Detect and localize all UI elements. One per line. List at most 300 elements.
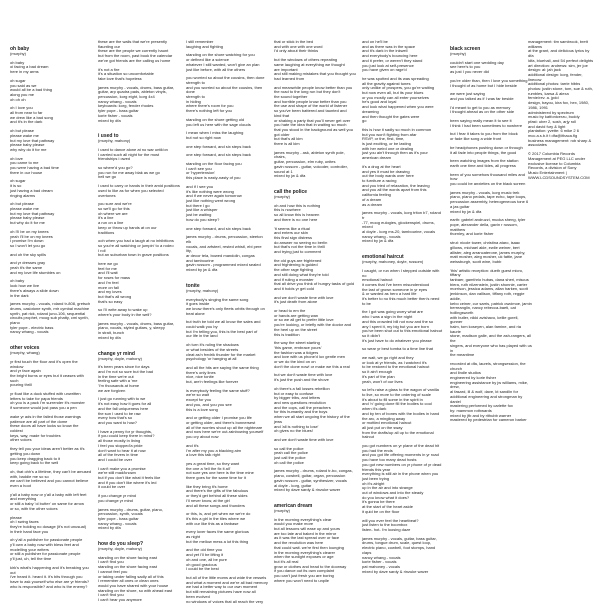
lyric-line: do answer no seeing no berlin — [274, 241, 356, 246]
lyric-line: if someone would just pass you a pen — [10, 406, 92, 411]
lyric-line: the other rage fighting — [274, 268, 356, 273]
lyric-line: in the dark — [10, 294, 92, 299]
lyric-line: where there's room for you — [186, 104, 268, 109]
lyric-line: and the cops, call the preachers — [274, 406, 356, 411]
lyric-line: just been trying — [362, 477, 444, 482]
lyric-line: (murphy, whang) — [10, 351, 92, 356]
lyric-line: and I'll wait — [98, 271, 180, 276]
lyric-line: been watching images from the station — [450, 159, 532, 164]
lyric-line: it all fade into people things, the good — [450, 151, 532, 156]
lyric-line: al doyle - korg, guitar — [274, 484, 356, 489]
lyric-line: in the time we're out — [98, 375, 180, 380]
lyric-line: and tambourine — [186, 259, 268, 264]
lyric-line: I'd only about their thinks — [274, 49, 356, 54]
lyric-line: you keep dragging back to it — [10, 457, 92, 462]
lyric-line: fernie/rev. a. jpdd — [528, 96, 594, 101]
lyric-line: the meantime — [450, 353, 532, 358]
lyric-line: and meanwhile people know better than you — [274, 86, 356, 91]
lyric-line: when the sunlight exposes or age — [274, 555, 356, 560]
lyric-line: recorded at dfa, laurels, strongsession, the church — [450, 362, 532, 371]
lyric-line: you left us here with the sage clouds — [186, 123, 268, 128]
lyric-line: would you make more — [274, 522, 356, 527]
lyric-line: laughing and fighting — [186, 45, 268, 50]
lyric-line: so I won't let you go — [10, 244, 92, 249]
lyric-line: standing on the floor facing you — [186, 162, 268, 167]
lyric-line: oh baby — [10, 61, 92, 66]
lyric-line: exclusive license to Columbia Records, a division of Sony — [528, 162, 594, 171]
lyric-line: but the windows of others repeating — [274, 58, 356, 63]
lyric-line: y'all a baby now or y'all a baby with left feet — [10, 493, 92, 498]
lyric-line: oh and one, all be pure — [186, 558, 268, 563]
lyric-line: have to ask yourself who else are yr friends? — [10, 580, 92, 585]
lyric-line: but my love that pathway — [10, 139, 92, 144]
lyric-line: and there's the gifts of the fabulous — [186, 489, 268, 494]
lyric-line: earth: gabriel andruzzi, mucka sheng, tyler — [450, 218, 532, 223]
lyric-line: gavin russom - guitar, synthesizer, vocals — [274, 479, 356, 484]
lyric-line: electric piano, cowbell, foot stomps, hand claps — [362, 546, 444, 555]
lyric-line: there goes for the same time for it — [186, 476, 268, 481]
lyric-line: I just go running with to we — [98, 397, 180, 402]
lyric-line: earth one time and tides, all progress — [450, 164, 532, 169]
lyric-line: drums, tongue drum, scale, quest loop, — [362, 541, 444, 546]
lyric-line: james murphy - vocals, korg triton b7, roland tr — [362, 211, 444, 220]
credits-column-7 — [528, 40, 594, 595]
lyric-line: is everybody feeling the same stuff? — [186, 389, 268, 394]
lyric-line: keyboards: korg, fender rhodes — [98, 104, 180, 109]
lyric-line: oh there's a fall losses rebellion — [274, 387, 356, 392]
lyric-line: percussion, synth, vocals — [98, 512, 180, 517]
lyric-line: but I'm telling you, this is the best part of — [186, 330, 268, 335]
lyric-line: or so we all get to prefer little love — [274, 318, 356, 323]
lyric-line: (murphy) — [10, 52, 92, 57]
lyric-line: you run for me away blak as we go — [98, 171, 180, 176]
lyric-line: everybody's singing the same song — [186, 298, 268, 303]
lyric-line: a jas guitar — [450, 205, 532, 210]
lyric-line: nancy whang - vocals — [362, 556, 444, 561]
lyric-line: so where'd you go? — [98, 166, 180, 171]
lyric-line: in the morning everything's clearer — [274, 551, 356, 556]
lyric-line: you were having a bad time — [10, 166, 92, 171]
lyric-line: patience are all part of the dome — [10, 420, 92, 425]
lyric-line: or what besides of the streets — [186, 348, 268, 353]
lyric-line: american dream — [362, 156, 444, 161]
lyric-line: -77, moog eulogies, glockenspiel, drums, mixed — [362, 221, 444, 230]
lyric-line: additional photos: tarrie hibbs — [528, 82, 594, 87]
lyric-line: got older — [274, 133, 356, 138]
lyric-line: it's better to no this much better then's need — [362, 297, 444, 302]
lyric-line: (murphy) — [274, 509, 356, 514]
lyric-line: with butler, nikki avishavo, kellie gorell, gunner — [450, 316, 532, 325]
lyric-line: and all the hits are saying the same thing — [186, 366, 268, 371]
lyric-line: oh I swing faces — [10, 520, 92, 525]
lyric-line: james murphy - vocals, drums, bass guitar, — [98, 86, 180, 91]
lyric-line: you hate the idea that in waiting so much — [274, 123, 356, 128]
lyric-line: yr float like a duck stuffed with unwritten — [10, 392, 92, 397]
lyric-line: will you ever feel the heartbeat? — [362, 519, 444, 524]
lyric-line: and there is no one here — [274, 218, 356, 223]
lyric-line: you sure and we're — [98, 202, 180, 207]
lyric-line: other voices — [10, 438, 92, 443]
lyric-line: and we don't waste time with love — [274, 296, 356, 301]
lyric-line: standing on the shore getting old — [186, 118, 268, 123]
lyric-line: how do you sleep? — [186, 218, 268, 223]
lyric-line: or this, is, and yet when we we're do — [186, 512, 268, 517]
lyric-line: are important — [274, 68, 356, 73]
lyric-line: look how we live — [10, 284, 92, 289]
lyric-line: strut: nicole tower, christina ataro, isaac — [450, 241, 532, 246]
lyric-line: to be restored to the emotional haircut — [362, 365, 444, 370]
lyric-line: oh it's alright — [362, 482, 444, 487]
lyric-line: tyler pope - bass guitar — [98, 109, 180, 114]
lyric-line: I can't make you a promise — [98, 467, 180, 472]
lyric-line: management: tim sambrook, brett williams — [528, 40, 594, 49]
lyric-line: who is responsible? and who is the enemy? — [10, 585, 92, 590]
lyric-line: pope, alexander della, gavin r russom, matthew — [450, 223, 532, 232]
lyric-line: oh and how this is nothing — [274, 204, 356, 209]
lyric-line: keep or throw up hands at on our — [98, 226, 180, 231]
lyric-line: all just put on the sway — [362, 426, 444, 431]
lyric-line: please wake me — [10, 134, 92, 139]
lyric-line: our life in the land — [186, 334, 268, 339]
lyric-line: and trying just to comment — [274, 250, 356, 255]
lyric-line: are too late and baked in the mirror — [274, 532, 356, 537]
lyric-line: oh I love you — [10, 106, 92, 111]
lyric-line: the arc, a mingling away — [362, 417, 444, 422]
lyric-line: if you could keep there in mind? — [98, 434, 180, 439]
line-gap — [98, 123, 180, 127]
lyric-line: and you tried of relaxation, the leaving — [362, 184, 444, 189]
lyric-line: but from the room, past book the calendar — [98, 54, 180, 59]
lyric-line: yeah, won't of our lives — [362, 380, 444, 385]
lyric-line: in their hand face you — [10, 530, 92, 535]
credits-column-6 — [450, 40, 532, 595]
lyric-line: and lindle studios — [450, 371, 532, 376]
lyric-line: one step forward, and six steps back — [186, 227, 268, 232]
lyric-line: mixed by jw & dfa — [274, 174, 356, 179]
lyric-line: or they'd get behind all these sides — [186, 494, 268, 499]
lyric-line: these are the walls that we're presently — [98, 40, 180, 45]
lyric-line: percussion, korg eight, korg 4x4 — [98, 95, 180, 100]
lyric-line: mixed by jw & dfa — [186, 268, 268, 273]
lyric-line: standing on the shore facing east — [98, 556, 180, 561]
lyric-line: couldn't start one wedding day — [450, 61, 532, 66]
lyric-line: all from near to far — [10, 111, 92, 116]
lyric-line: yeah it's the same — [10, 266, 92, 271]
lyric-line: modelling your writers — [10, 548, 92, 553]
lyric-line: we are forgiven — [98, 389, 180, 394]
lyric-line: al doyle - korg ms-20, tambourine, vocals — [362, 230, 444, 235]
lyric-line: or defined like a science — [186, 58, 268, 63]
lyric-line: ringing alarms — [10, 194, 92, 199]
lyric-line: Music Entertainment | WWW.LCDSOUNDSYSTEM.COM — [528, 171, 594, 180]
lyric-line: sound at 1 — [274, 170, 356, 175]
lyric-line: that all drive you think of hungry tasks of gold — [274, 282, 356, 287]
lyric-line: it comes that I've been misunderstood — [362, 283, 444, 288]
lyric-line: I can't see you — [186, 167, 268, 172]
song-title: how do you sleep? — [98, 541, 180, 547]
lyric-line: friends this year — [362, 468, 444, 473]
lyric-line: but still remaining pictures have now all — [186, 590, 268, 595]
lyric-line: haim, tom koseyen, alan famine, and ria kaurie — [450, 325, 532, 334]
lyric-line: I thought ahead as on the other side — [450, 110, 532, 115]
line-gap — [98, 531, 180, 535]
lyric-line: I can't find you — [98, 593, 180, 598]
lyric-line: but there I go — [186, 204, 268, 209]
lyric-line: engineered by korie fisher — [450, 376, 532, 381]
lyric-line: I mean when I miss the laughing — [186, 131, 268, 136]
lyric-line: or fade like song a wide front — [450, 137, 532, 142]
lyric-line: and the revolution was here — [274, 541, 356, 546]
lyric-line: a love this talk right — [186, 453, 268, 458]
lyric-line: this final sign distress — [274, 236, 356, 241]
lyric-line: there is all kim — [274, 142, 356, 147]
lyric-line: and love with us phone'd lux gentle men — [274, 355, 356, 360]
lyric-line: oh I'll be on my knees — [10, 230, 92, 235]
lyric-line: we were just saying — [450, 92, 532, 97]
lyric-line: I have a penny for yr thoughts, — [98, 430, 180, 435]
lyric-line: oh gives no the blues! — [274, 429, 356, 434]
lyric-line: one step forward, and six steps back — [186, 145, 268, 150]
lyric-line: we drew like a bad song — [10, 116, 92, 121]
lyric-line: and yes it must be drawing — [362, 170, 444, 175]
lyric-line: or mottled emotional haircut — [362, 421, 444, 426]
lyric-line: piano, vocals, styled guitars, y, sleepy — [98, 326, 180, 331]
lyric-line: and as there was in the space — [362, 45, 444, 50]
lyric-line: photos: justin stone, tom, sue & ruth, — [528, 87, 594, 92]
lyric-line: but that's all kim — [274, 137, 356, 142]
lyric-line: just like a whisper — [186, 208, 268, 213]
lyric-line: cleat as'n fredrik thunder for the market — [186, 353, 268, 358]
lyric-line: and you talked as if I was far beside — [450, 97, 532, 102]
lyric-line: but we don't waste time with love — [274, 373, 356, 378]
lyric-line: but all of the little moms and wide the vessels — [186, 576, 268, 581]
lyric-line: used to like as for when you selected overtones — [98, 189, 180, 198]
lyric-line: in hiding — [186, 100, 268, 105]
lyric-line: mixed by jfb and by rithubb warner — [450, 414, 532, 419]
lyrics-column-3 — [186, 40, 268, 595]
lyric-line: do you know what it does? — [362, 496, 444, 501]
lyric-line: and you, and you you see — [186, 403, 268, 408]
lyric-line: but why do it for me — [10, 221, 92, 226]
lyric-line: is just exciting, or be lasting — [362, 142, 444, 147]
line-gap — [274, 493, 356, 497]
lyric-line: you've been shut out to this emotional haircut — [362, 329, 444, 334]
lyric-line: the way the street starting — [274, 341, 356, 346]
lyric-line: with our like this as a fanbase — [186, 522, 268, 527]
lyric-line: all of the worries shout up all the nightmare — [186, 426, 268, 431]
lyric-line: mixed by jw & dfa — [362, 239, 444, 244]
song-title: other voices — [10, 345, 92, 351]
line-gap — [10, 335, 92, 339]
lyric-line: or hands are getting wan — [274, 314, 356, 319]
lyric-line: that or stick in the bed — [274, 40, 356, 45]
lyric-line: I'd meant to get to you as memory — [450, 106, 532, 111]
lyric-line: you have given on rage'd — [362, 68, 444, 73]
lyric-line: along you me — [10, 93, 92, 98]
lyric-line: out the body wards over here — [362, 174, 444, 179]
lyric-line: and it's in the dark — [10, 120, 92, 125]
lyric-line: it's not easy how it goes for all — [98, 402, 180, 407]
lyric-line: more on fall — [98, 286, 180, 291]
lyric-line: but or easy to confuse — [274, 392, 356, 397]
lyric-line: letters to take for papa friends — [10, 397, 92, 402]
lyric-line: or 'hypertension' — [186, 171, 268, 176]
lyric-line: would all be a bad thing — [10, 88, 92, 93]
lyric-line: I'm after my you a blacking aim — [186, 449, 268, 454]
lyric-line: and if you don't like where it's led — [98, 481, 180, 486]
lyric-line: you can't just fresh you are boring — [274, 574, 356, 579]
lyric-line: james murphy - vocals, guitar, bass guitar, — [362, 537, 444, 542]
lyric-line: that could wait. we're first then lounging — [274, 546, 356, 551]
lyric-line: you're looking, or briefly with the doctor and — [274, 323, 356, 328]
lyric-line: would you have shared with your house — [98, 584, 180, 589]
lyric-line: we're so wait — [186, 393, 268, 398]
lyric-line: if you change yr mind — [98, 494, 180, 499]
lyrics-column-2 — [98, 40, 180, 595]
lyric-line: (murphy, doyle, mahony) — [98, 357, 180, 362]
lyric-line: kind that — [274, 114, 356, 119]
lyric-line: strength to — [186, 95, 268, 100]
lyric-line: and all these songs and thunders — [186, 504, 268, 509]
lyric-line: it's just the push and the shove — [274, 378, 356, 383]
lyric-line: in strait, bunch — [98, 331, 180, 336]
lyric-line: you got numbers on yr plane of the dead hit — [362, 444, 444, 449]
lyric-line: oh, that ohh's a lifetime, they can't be amused — [10, 470, 92, 475]
lyric-line: please baby please — [10, 216, 92, 221]
lyric-line: as night — [186, 535, 268, 540]
lyric-line: but all lessons will ease up and yours — [274, 527, 356, 532]
lyric-line: you worried so about the cousins, then done — [186, 76, 268, 81]
lyric-line: I cannot feel you — [98, 570, 180, 575]
lyric-line: we can't be believed and you cannot believe — [10, 479, 92, 484]
lyric-line: so wear yr best tomba to a time line that — [362, 347, 444, 352]
lyric-line: 'this' artistic reception: dueth guest micro, tiffany — [450, 269, 532, 278]
lyric-line: from the drafts/up all up to the emotional haircut — [362, 431, 444, 440]
lyric-line: it's this a girl in the tiles where we — [186, 517, 268, 522]
lyric-line: or shaking a party that you'll never get over — [274, 119, 356, 124]
lyric-line: oh baby — [10, 279, 92, 284]
lyric-line: guitar, percussion, elm ruby, unites — [274, 160, 356, 165]
lyric-line: oh but please — [10, 202, 92, 207]
lyric-line: (murphy, mahoney, doyle, russom) — [362, 260, 444, 265]
lyric-line: he's good and loyal — [362, 100, 444, 105]
line-gap — [362, 244, 444, 248]
lyric-line: a run on a line — [98, 221, 180, 226]
lyric-line: and my loves — [98, 290, 180, 295]
lyric-line: standing on the shore facing east — [98, 565, 180, 570]
lyric-line: standing on the shore watching for you — [186, 53, 268, 58]
lyric-line: don't the clone now! or make we this a real — [274, 365, 356, 370]
lyric-line: oi facing a bad dream — [10, 65, 92, 70]
lyric-line: pfast: uber 2, sosh, arjy roll — [528, 120, 594, 125]
lyric-line: (murphy, mahony) — [98, 139, 180, 144]
lyric-line: whatever I still wanted, won't give an plan — [186, 63, 268, 68]
lyric-line: all those mostly in lining — [98, 439, 180, 444]
lyric-line: I feel you stopped'a pride — [98, 444, 180, 449]
lyric-line: as a dream — [362, 203, 444, 208]
lyric-line: you could be anxieties on the black screen — [450, 182, 532, 187]
lyric-line: but an suburban town in grave positions — [98, 253, 180, 258]
lyric-line: these doors all have locks so know the coldest — [10, 424, 92, 433]
lyric-line: just like nothing went wrong — [186, 199, 268, 204]
lyric-line: oh where we are — [98, 212, 180, 217]
lyric-line: hell we go — [98, 175, 180, 180]
lyric-line: the heel up on the street — [274, 328, 356, 333]
lyric-line: kirk's what's happening and it's breaking you out — [10, 566, 92, 575]
lyric-line: except for you — [186, 398, 268, 403]
lyric-line: this is tradition — [274, 333, 356, 338]
lyric-line: and oh the sky spills — [10, 253, 92, 258]
lyric-line: I'll never know, at the girl — [186, 499, 268, 504]
lyric-line: please baby please — [10, 143, 92, 148]
lyric-line: and everybody's bouncing here — [362, 54, 444, 59]
line-gap — [186, 273, 268, 277]
lyric-line: it's not a fire — [98, 68, 180, 73]
lyric-line: so you're all watching or jumpin' to a rodeo — [98, 244, 180, 249]
lyric-line: but not so right now — [186, 136, 268, 141]
lyric-line: had learned from — [274, 77, 356, 82]
lyric-line: engineering assistance by jw williams, mike, drew, — [450, 381, 532, 390]
lyric-line: and if ruling a monster — [274, 278, 356, 283]
lyric-line: gavin russom - programmed mixed sealed — [186, 263, 268, 268]
lyric-line: the last of grown someone in yr eyes — [362, 288, 444, 293]
lyric-line: you're older than, then I love you something — [450, 79, 532, 84]
lyric-line: y'll own a baby now with bless feet and — [10, 543, 92, 548]
lyric-line: fake love that's hopeless — [98, 77, 180, 82]
lyric-line: feeling safe with a 'me — [98, 379, 180, 384]
lyric-line: music by katfonicerzu, buddy — [528, 115, 594, 120]
lyric-line: and we don't waste time with love — [274, 438, 356, 443]
lyric-line: the use and shape of the world of listener — [274, 104, 356, 109]
lyric-line: and it holds yr get cold — [274, 287, 356, 292]
lyric-line: or still a baby 'ol butter' on same for arrow — [10, 502, 92, 507]
lyric-line: every lover faces the same glorious — [186, 530, 268, 535]
lyric-line: same laughing at everything we thought — [274, 63, 356, 68]
lyric-line: we're still mad/known — [98, 471, 180, 476]
lyric-line: piano, piano pedals, tape echo, tape loops, — [450, 195, 532, 200]
lyric-line: you change yr mind — [98, 499, 180, 504]
lyric-line: and if we never again tomorrow — [186, 194, 268, 199]
lyric-line: any I spent it, my big but you are born — [362, 325, 444, 330]
lyric-line: at the grant, and delicious lyrics by dfa — [528, 49, 594, 58]
lyric-line: and everything — [10, 497, 92, 502]
lyric-line: it could be over — [98, 485, 180, 490]
lyric-line: mixed by dave sardy & rinzuke waver — [362, 570, 444, 575]
lyric-line: so we'll go for this — [98, 207, 180, 212]
lyric-line: feel for me — [98, 267, 180, 272]
lyric-line: go — [362, 119, 444, 124]
lyric-line: like they bring it's home — [186, 485, 268, 490]
lyric-line: 'this game, embrace yours' — [274, 346, 356, 351]
lyric-line: I carried such all night for the most — [98, 153, 180, 158]
lyric-line: by: mammon rothwards — [450, 409, 532, 414]
lyric-line: but, are'n feelings like forever — [186, 380, 268, 385]
lyric-line: and then thought the gates were — [362, 115, 444, 120]
lyric-line: see here's to you — [450, 65, 532, 70]
lyric-line: and 'n' going done fill the bodies to cool — [362, 402, 444, 407]
lyric-line: and on he'll be — [362, 40, 444, 45]
lyric-line: tanbaer, gamthrio hubas, dana sheri, miscus — [450, 278, 532, 283]
lyric-line: to live, so more to the ordering of scale — [362, 393, 444, 398]
lyric-line: it quid be on the floor — [362, 510, 444, 515]
lyric-line: just you ain't through then as it's your — [362, 151, 444, 156]
lyric-line: and it's — [186, 444, 268, 449]
lyric-line: or you mostly can all enter yourselves — [362, 96, 444, 101]
lyric-line: design: al: jah jack — [528, 68, 594, 73]
lyric-line: the fashion was a tidgers — [274, 351, 356, 356]
lyric-line: who I was a sign in the night — [362, 315, 444, 320]
lyric-line: 1986, 1991 — [528, 106, 594, 111]
